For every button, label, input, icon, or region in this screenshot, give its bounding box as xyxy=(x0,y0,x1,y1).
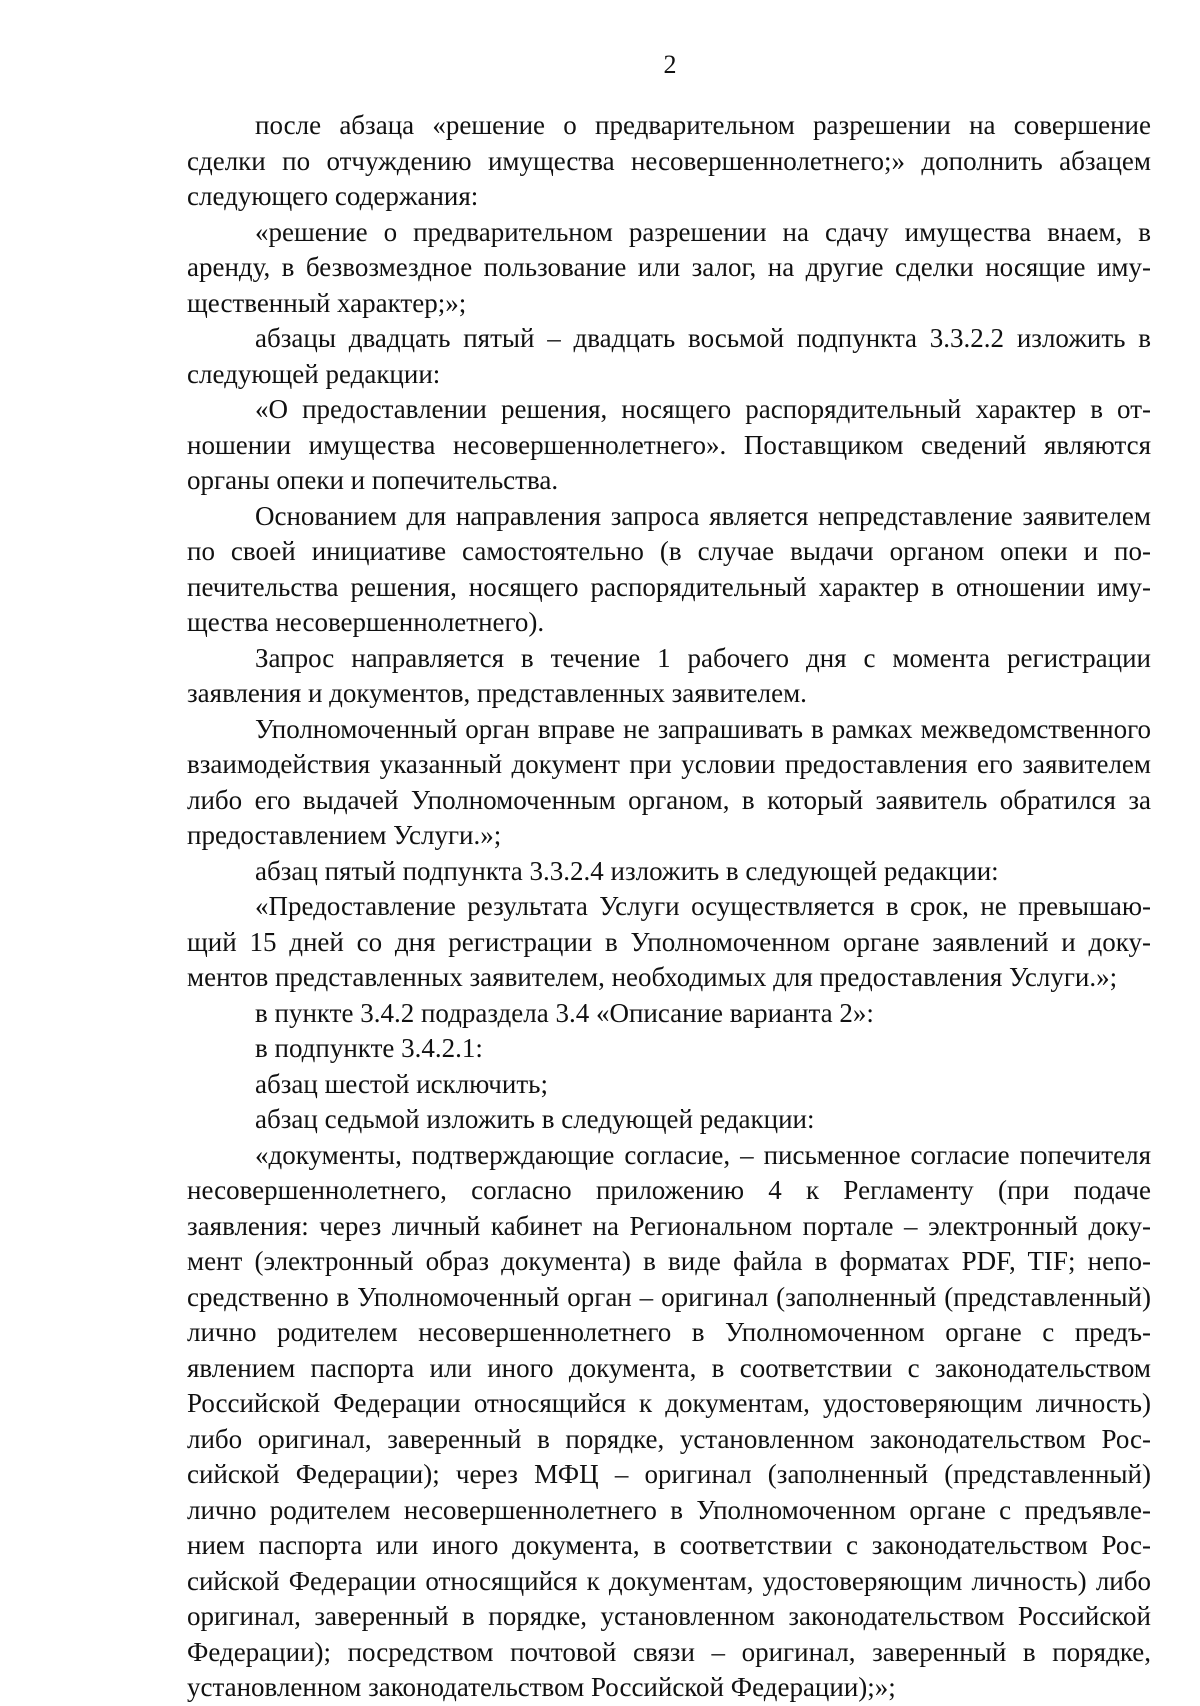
paragraph-5: Основанием для направления запроса является непредставление заявителем по своей инициативе самостоятельно (в случае выдачи органом опеки и попечительства решения, носящего распорядительный характер в отношении имущества несовершеннолетнего). xyxy=(187,500,1151,637)
document-body xyxy=(187,108,1151,1706)
paragraph-6: Запрос направляется в течение 1 рабочего дня с момента регистрации заявления и документов, представленных заявителем. xyxy=(187,642,1151,708)
paragraph-10: в пункте 3.4.2 подраздела 3.4 «Описание варианта 2»: xyxy=(255,997,874,1028)
paragraph-12: абзац шестой исключить; xyxy=(255,1068,548,1099)
page-number: 2 xyxy=(663,50,677,79)
paragraph-14: «документы, подтверждающие согласие, – письменное согласие попечителя несовершеннолетнего, согласно приложению 4 к Регламенту (при подаче заявления: через личный кабинет на Региональном портале – электронный документ (электронный образ документа) в виде файла в форматах PDF, TIF; непосредственно в Уполномоченный орган – оригинал (заполненный (представленный) лично родителем несовершеннолетнего в Уполномоченном органе с предъявлением паспорта или иного документа, в соответствии с законодательством Российской Федерации относящийся к документам, удостоверяющим личность) либо оригинал, заверенный в порядке, установленном законодательством Российской Федерации); через МФЦ – оригинал (заполненный (представленный) лично родителем несовершеннолетнего в Уполномоченном органе с предъявлением паспорта или иного документа, в соответствии с законодательством Российской Федерации относящийся к документам, удостоверяющим личность) либо оригинал, заверенный в порядке, установленном законодательством Российской Федерации); посредством почтовой связи – оригинал, заверенный в порядке, установленном законодательством Российской Федерации);»; xyxy=(187,1139,1151,1702)
paragraph-4: «О предоставлении решения, носящего распорядительный характер в отношении имущества несовершеннолетнего». Поставщиком сведений являются органы опеки и попечительства. xyxy=(187,394,1151,495)
paragraph-8: абзац пятый подпункта 3.3.2.4 изложить в следующей редакции: xyxy=(255,855,999,886)
paragraph-2: «решение о предварительном разрешении на сдачу имущества внаем, в аренду, в безвозмездное пользование или залог, на другие сделки носящие имущественный характер;»; xyxy=(187,216,1151,318)
paragraph-7: Уполномоченный орган вправе не запрашивать в рамках межведомственного взаимодействия указанный документ при условии предоставления его заявителем либо его выдачей Уполномоченным органом, в который заявитель обратился за предоставлением Услуги.»; xyxy=(187,713,1151,850)
paragraph-3: абзацы двадцать пятый – двадцать восьмой подпункта 3.3.2.2 изложить в следующей редакции: xyxy=(187,323,1151,389)
paragraph-1: после абзаца «решение о предварительном разрешении на совершение сделки по отчуждению имущества несовершеннолетнего;» дополнить абзацем следующего содержания: xyxy=(187,110,1151,211)
paragraph-9: «Предоставление результата Услуги осуществляется в срок, не превышающий 15 дней со дня регистрации в Уполномоченном органе заявлений и документов представленных заявителем, необходимых для предоставления Услуги.»; xyxy=(187,891,1151,992)
paragraph-13: абзац седьмой изложить в следующей редакции: xyxy=(255,1104,815,1134)
paragraph-11: в подпункте 3.4.2.1: xyxy=(255,1033,483,1063)
